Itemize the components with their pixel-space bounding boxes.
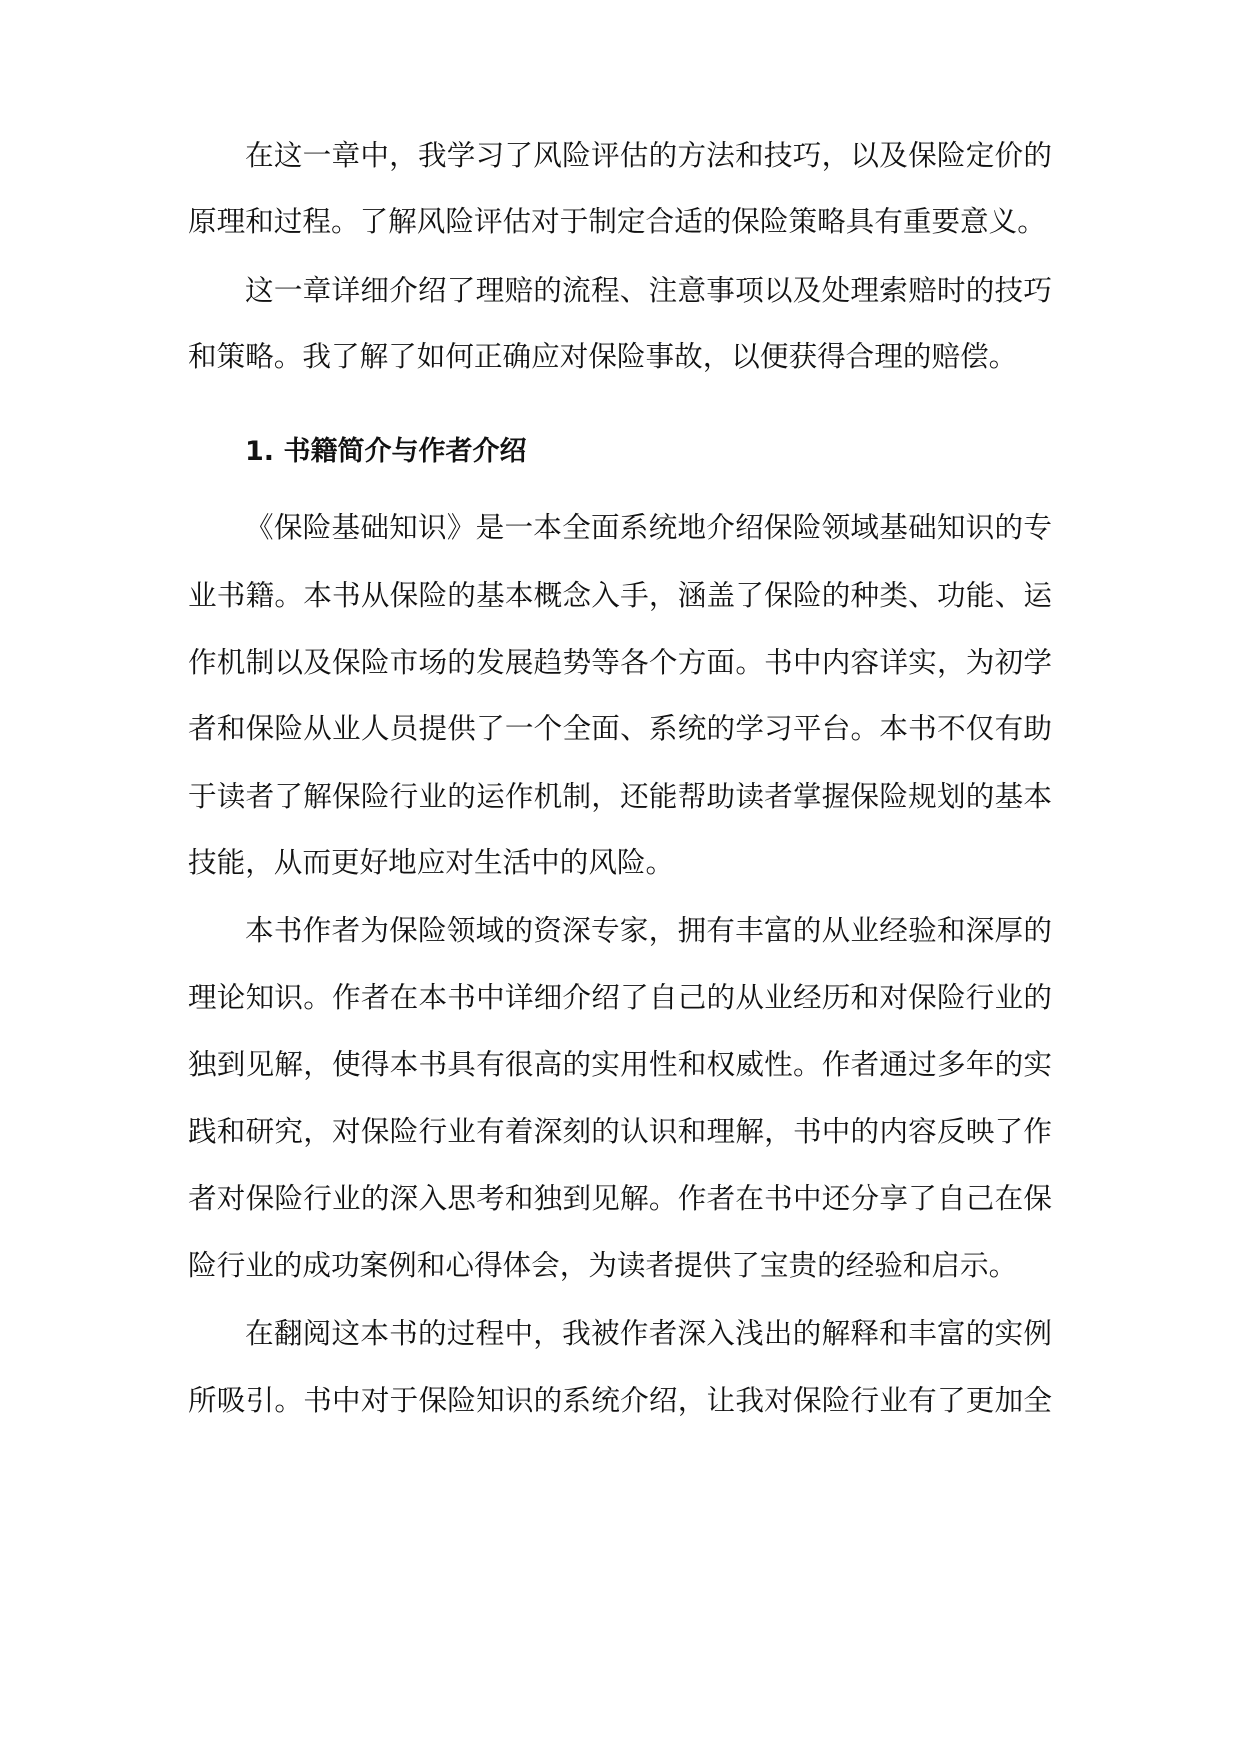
paragraph-5-line-1: 在翻阅这本书的过程中，我被作者深入浅出的解释和丰富的实例 [245,1316,1052,1350]
paragraph-3-line-1: 《保险基础知识》是一本全面系统地介绍保险领域基础知识的专 [245,510,1052,544]
paragraph-4-line-4: 践和研究，对保险行业有着深刻的认识和理解，书中的内容反映了作 [188,1114,1052,1148]
paragraph-5-line-2: 所吸引。书中对于保险知识的系统介绍，让我对保险行业有了更加全 [188,1383,1052,1417]
paragraph-4-line-2: 理论知识。作者在本书中详细介绍了自己的从业经历和对保险行业的 [188,980,1052,1014]
paragraph-1-line-1: 在这一章中，我学习了风险评估的方法和技巧，以及保险定价的 [245,138,1052,172]
paragraph-4-line-6: 险行业的成功案例和心得体会，为读者提供了宝贵的经验和启示。 [188,1248,1018,1282]
paragraph-2-line-1: 这一章详细介绍了理赔的流程、注意事项以及处理索赔时的技巧 [245,273,1052,307]
paragraph-3-line-3: 作机制以及保险市场的发展趋势等各个方面。书中内容详实，为初学 [188,645,1052,679]
paragraph-4-line-1: 本书作者为保险领域的资深专家，拥有丰富的从业经验和深厚的 [245,913,1052,947]
paragraph-1-line-2: 原理和过程。了解风险评估对于制定合适的保险策略具有重要意义。 [188,204,1046,238]
paragraph-4-line-5: 者对保险行业的深入思考和独到见解。作者在书中还分享了自己在保 [188,1181,1052,1215]
paragraph-3-line-2: 业书籍。本书从保险的基本概念入手，涵盖了保险的种类、功能、运 [188,578,1052,612]
paragraph-3-line-6: 技能，从而更好地应对生活中的风险。 [188,845,675,879]
paragraph-3-line-4: 者和保险从业人员提供了一个全面、系统的学习平台。本书不仅有助 [188,711,1052,745]
paragraph-3-line-5: 于读者了解保险行业的运作机制，还能帮助读者掌握保险规划的基本 [188,779,1052,813]
paragraph-2-line-2: 和策略。我了解了如何正确应对保险事故，以便获得合理的赔偿。 [188,339,1018,373]
section-heading: 1. 书籍简介与作者介绍 [245,436,527,467]
paragraph-4-line-3: 独到见解，使得本书具有很高的实用性和权威性。作者通过多年的实 [188,1047,1052,1081]
